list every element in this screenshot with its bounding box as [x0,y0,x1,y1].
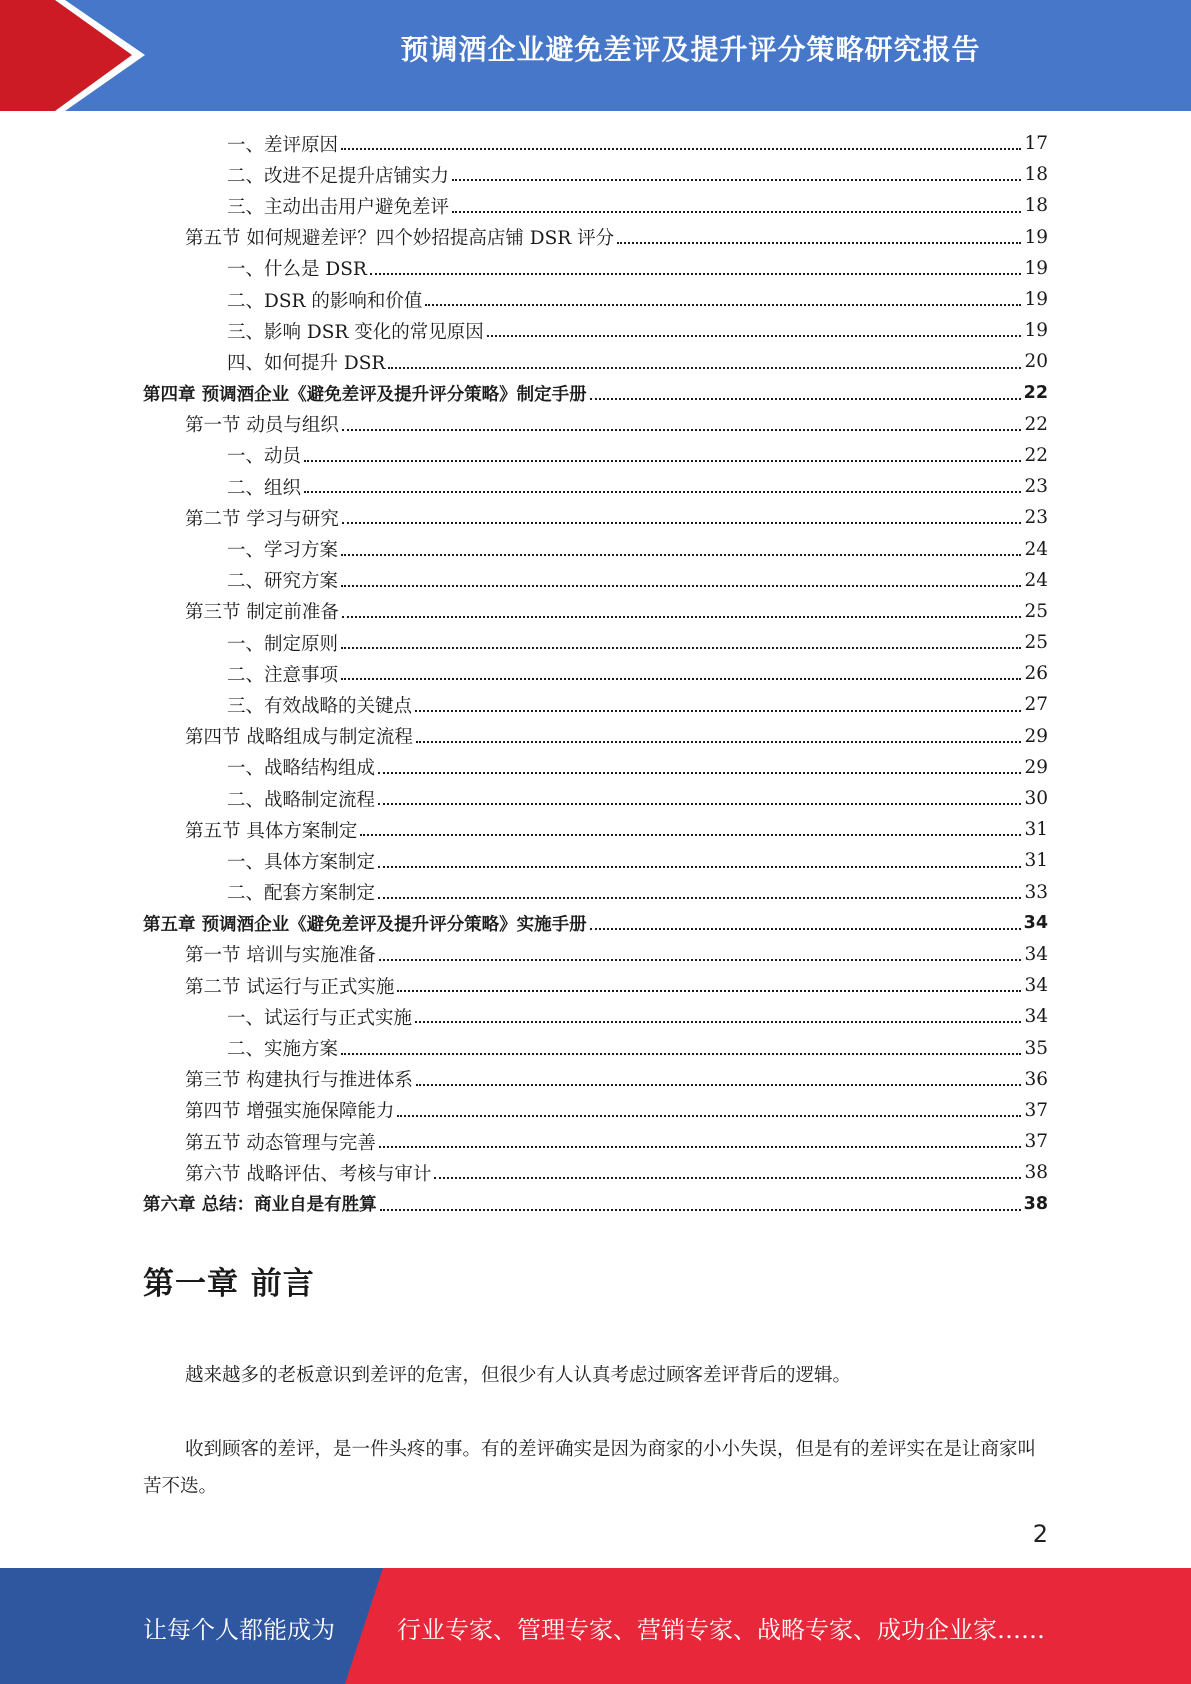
toc-dot-leader [416,1084,1022,1086]
toc-entry-label: 第五节 如何规避差评？四个妙招提高店铺 DSR 评分 [185,228,615,250]
toc-entry[interactable] [143,908,1048,939]
toc-entry-page: 29 [1024,756,1048,778]
toc-entry[interactable] [143,721,1048,752]
toc-entry[interactable] [143,1188,1048,1219]
toc-dot-leader [590,928,1021,930]
toc-entry-page: 33 [1024,881,1048,903]
toc-entry-label: 一、什么是 DSR [227,259,367,281]
toc-dot-leader [617,242,1021,244]
toc-entry[interactable] [143,970,1048,1001]
toc-entry-label: 第六章 总结：商业自是有胜算 [143,1195,377,1216]
header-arrow-decoration [0,0,160,111]
toc-entry-label: 二、实施方案 [227,1039,339,1061]
toc-dot-leader [341,554,1021,556]
toc-entry[interactable] [143,440,1048,471]
toc-dot-leader [378,772,1021,774]
toc-entry[interactable] [143,1032,1048,1063]
toc-entry-page: 25 [1024,600,1048,622]
toc-entry[interactable] [143,1001,1048,1032]
body-paragraph: 收到顾客的差评，是一件头疼的事。有的差评确实是因为商家的小小失误，但是有的差评实在是让商家叫苦不迭。 [143,1439,1037,1497]
toc-dot-leader [378,866,1021,868]
toc-entry-page: 23 [1024,507,1048,529]
toc-dot-leader [341,647,1021,649]
toc-entry-page: 23 [1024,476,1048,498]
toc-entry[interactable] [143,877,1048,908]
toc-entry-label: 第三节 构建执行与推进体系 [185,1070,413,1092]
toc-entry-label: 二、DSR 的影响和价值 [227,290,423,312]
toc-entry-page: 20 [1024,351,1048,373]
toc-dot-leader [452,179,1021,181]
toc-dot-leader [425,304,1021,306]
page-header [0,0,1191,111]
toc-entry-label: 一、动员 [227,446,302,468]
footer-slogan-right: 行业专家、管理专家、营销专家、战略专家、成功企业家…… [397,1616,1045,1644]
toc-dot-leader [397,1115,1021,1117]
toc-entry-label: 第一节 培训与实施准备 [185,945,376,967]
toc-entry-page: 19 [1024,226,1048,248]
toc-dot-leader [342,616,1022,618]
toc-dot-leader [370,273,1022,275]
toc-entry-page: 36 [1024,1068,1048,1090]
report-title: 预调酒企业避免差评及提升评分策略研究报告 [400,33,981,66]
toc-entry-page: 26 [1024,663,1048,685]
toc-entry-label: 第一节 动员与组织 [185,415,339,437]
toc-entry-label: 四、如何提升 DSR [227,352,386,374]
toc-dot-leader [487,335,1022,337]
toc-entry-label: 一、具体方案制定 [227,851,376,873]
toc-entry-label: 第三节 制定前准备 [185,602,339,624]
toc-entry[interactable] [143,627,1048,658]
toc-entry-label: 第五章 预调酒企业《避免差评及提升评分策略》实施手册 [143,914,587,935]
toc-dot-leader [342,522,1022,524]
toc-dot-leader [434,1177,1021,1179]
toc-dot-leader [342,429,1022,431]
toc-dot-leader [397,990,1021,992]
toc-entry-page: 31 [1024,850,1048,872]
toc-entry[interactable] [143,159,1048,190]
toc-entry-page: 19 [1024,320,1048,342]
toc-entry-page: 38 [1024,1162,1048,1184]
toc-entry-label: 二、组织 [227,477,302,499]
toc-entry-label: 一、试运行与正式实施 [227,1007,413,1029]
toc-entry[interactable] [143,658,1048,689]
toc-dot-leader [590,398,1021,400]
toc-entry-label: 第五节 具体方案制定 [185,820,358,842]
body-paragraph: 越来越多的老板意识到差评的危害，但很少有人认真考虑过顾客差评背后的逻辑。 [185,1365,852,1386]
toc-entry-page: 27 [1024,694,1048,716]
toc-entry[interactable] [143,128,1048,159]
toc-entry-label: 二、研究方案 [227,571,339,593]
toc-entry[interactable] [143,783,1048,814]
toc-entry-label: 第二节 学习与研究 [185,508,339,530]
toc-entry[interactable] [143,939,1048,970]
toc-dot-leader [378,897,1021,899]
toc-entry-page: 19 [1024,257,1048,279]
toc-entry-page: 17 [1024,133,1048,155]
toc-entry[interactable] [143,502,1048,533]
toc-entry[interactable] [143,190,1048,221]
toc-dot-leader [304,491,1021,493]
toc-entry[interactable] [143,253,1048,284]
toc-entry-page: 35 [1024,1037,1048,1059]
page-number: 2 [1032,1520,1048,1548]
toc-entry[interactable] [143,533,1048,564]
toc-entry-label: 二、战略制定流程 [227,789,376,811]
toc-entry-page: 37 [1024,1099,1048,1121]
toc-entry-page: 31 [1024,819,1048,841]
toc-dot-leader [380,1209,1021,1211]
toc-entry-label: 第五节 动态管理与完善 [185,1132,376,1154]
toc-entry-label: 第六节 战略评估、考核与审计 [185,1163,432,1185]
toc-entry-label: 三、有效战略的关键点 [227,695,413,717]
toc-dot-leader [452,211,1021,213]
toc-entry-label: 一、差评原因 [227,134,339,156]
toc-entry[interactable] [143,1064,1048,1095]
toc-entry[interactable] [143,1126,1048,1157]
toc-dot-leader [415,710,1021,712]
toc-entry-page: 38 [1023,1193,1048,1214]
toc-entry-page: 30 [1024,788,1048,810]
toc-entry[interactable] [143,222,1048,253]
toc-entry-page: 19 [1024,289,1048,311]
toc-entry-page: 24 [1024,569,1048,591]
toc-entry-page: 34 [1024,975,1048,997]
toc-entry[interactable] [143,596,1048,627]
toc-entry-page: 22 [1024,444,1048,466]
toc-entry-label: 一、学习方案 [227,540,339,562]
toc-entry-page: 34 [1023,913,1048,934]
toc-entry-page: 18 [1024,195,1048,217]
toc-dot-leader [304,460,1021,462]
toc-dot-leader [416,741,1022,743]
toc-entry-label: 二、配套方案制定 [227,883,376,905]
toc-entry[interactable] [143,315,1048,346]
toc-dot-leader [415,1021,1021,1023]
chapter-title: 第一章 前言 [143,1266,315,1302]
toc-entry-page: 22 [1024,413,1048,435]
page-footer [0,1568,1191,1684]
toc-entry[interactable] [143,1095,1048,1126]
toc-entry[interactable] [143,471,1048,502]
toc-entry-label: 第四节 增强实施保障能力 [185,1101,395,1123]
toc-dot-leader [379,1146,1022,1148]
toc-entry-page: 22 [1023,383,1048,404]
toc-dot-leader [378,803,1021,805]
toc-entry-page: 34 [1024,1006,1048,1028]
toc-entry-label: 第二节 试运行与正式实施 [185,976,395,998]
toc-entry[interactable] [143,284,1048,315]
toc-entry[interactable] [143,814,1048,845]
toc-entry[interactable] [143,845,1048,876]
toc-entry[interactable] [143,378,1048,409]
footer-slogan-left: 让每个人都能成为 [143,1616,335,1644]
toc-entry-label: 第四章 预调酒企业《避免差评及提升评分策略》制定手册 [143,384,587,405]
toc-dot-leader [341,585,1021,587]
toc-entry-page: 24 [1024,538,1048,560]
toc-entry-page: 18 [1024,164,1048,186]
toc-entry[interactable] [143,1157,1048,1188]
toc-dot-leader [379,959,1022,961]
toc-dot-leader [360,834,1021,836]
toc-entry-label: 一、制定原则 [227,633,339,655]
toc-entry[interactable] [143,752,1048,783]
toc-dot-leader [388,367,1021,369]
toc-entry[interactable] [143,346,1048,377]
toc-entry-label: 第四节 战略组成与制定流程 [185,727,413,749]
toc-entry-label: 三、影响 DSR 变化的常见原因 [227,321,484,343]
toc-dot-leader [341,1053,1021,1055]
toc-entry-page: 37 [1024,1131,1048,1153]
toc-dot-leader [341,148,1021,150]
toc-entry-label: 二、改进不足提升店铺实力 [227,165,450,187]
toc-entry-page: 34 [1024,943,1048,965]
toc-entry-label: 一、战略结构组成 [227,758,376,780]
toc-entry-label: 三、主动出击用户避免差评 [227,196,450,218]
toc-entry-label: 二、注意事项 [227,664,339,686]
toc-entry[interactable] [143,565,1048,596]
toc-dot-leader [341,678,1021,680]
toc-entry-page: 25 [1024,632,1048,654]
toc-entry[interactable] [143,409,1048,440]
toc-entry-page: 29 [1024,725,1048,747]
table-of-contents [143,128,1048,1220]
toc-entry[interactable] [143,689,1048,720]
